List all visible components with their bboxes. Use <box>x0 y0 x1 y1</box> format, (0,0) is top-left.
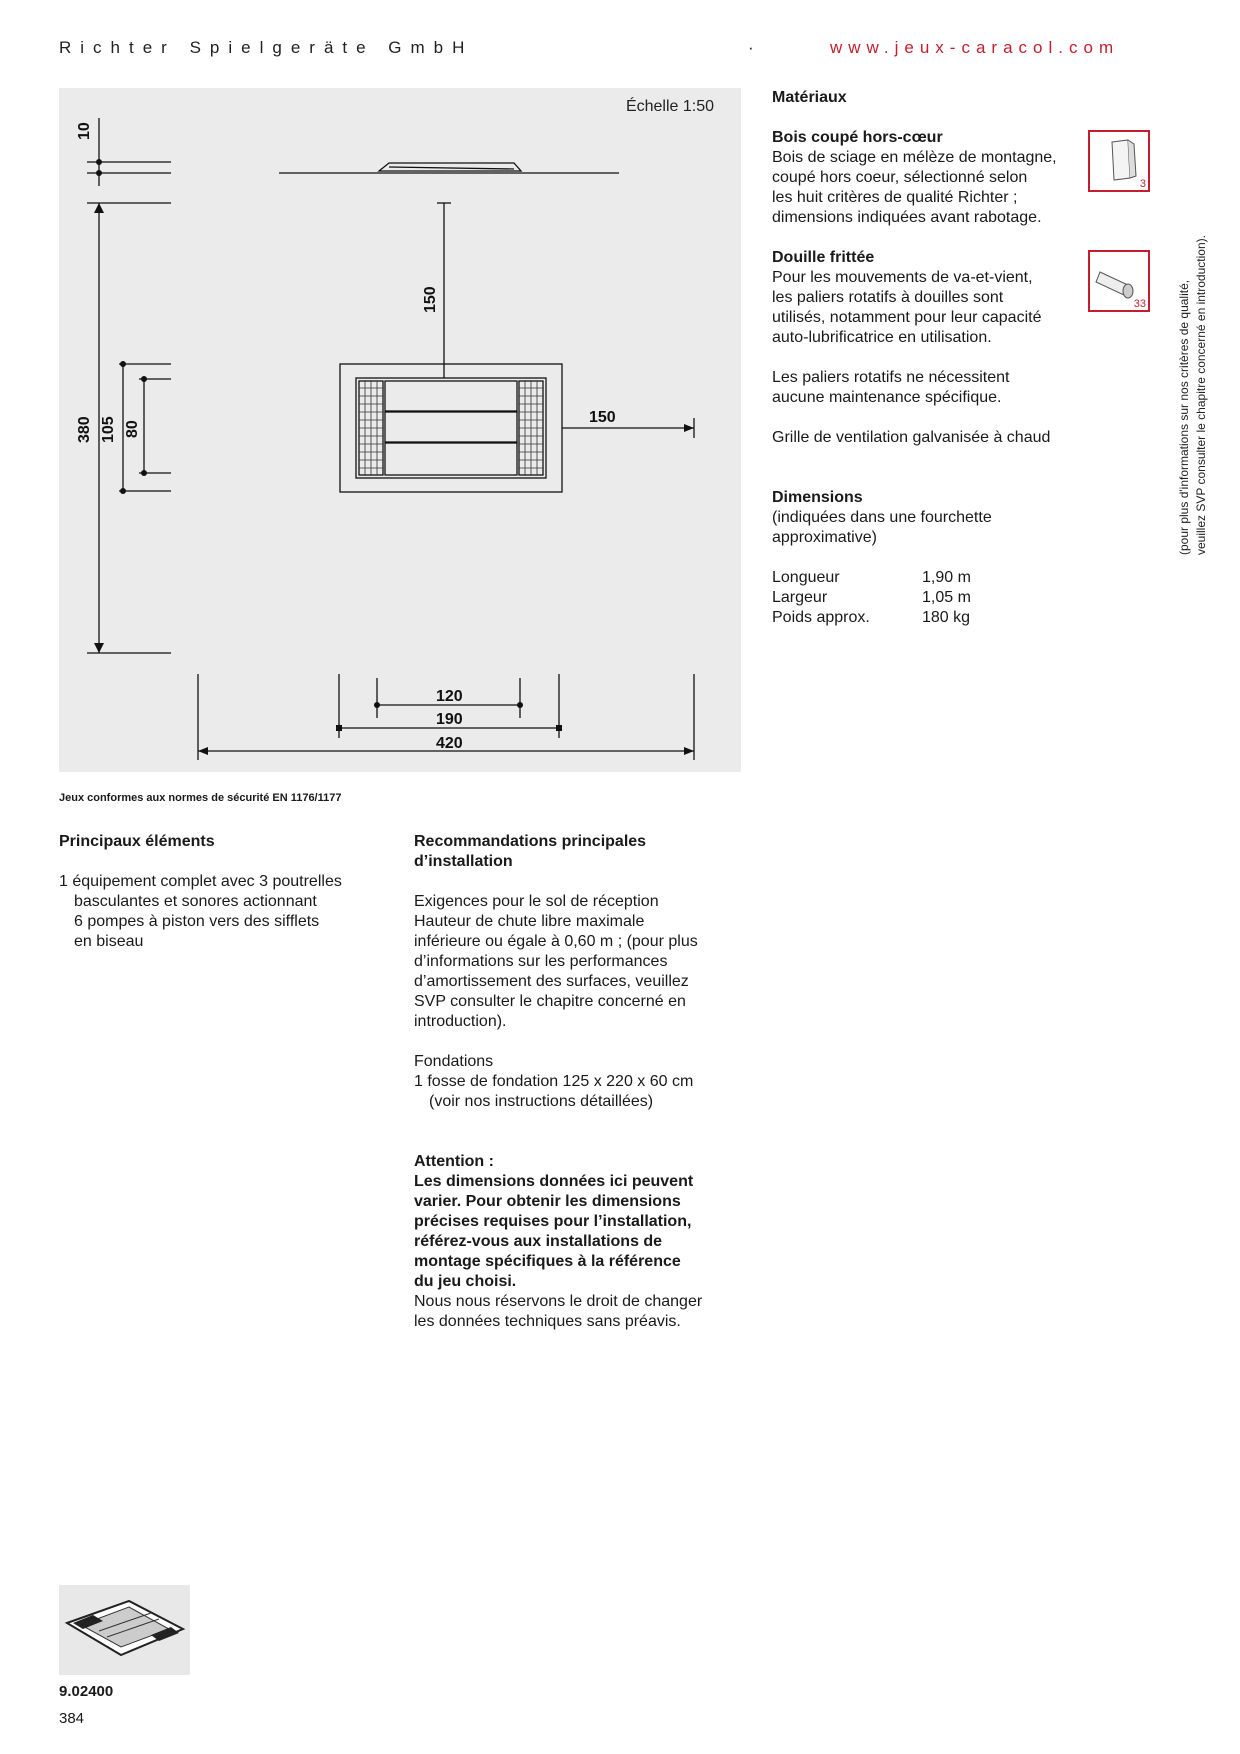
recommendation-line: Exigences pour le sol de réception <box>414 893 659 910</box>
material-text-line: utilisés, notamment pour leur capacité <box>772 309 1042 326</box>
dimension-row <box>772 568 1082 588</box>
recommendations-title: d’installation <box>414 853 513 870</box>
attention-line: du jeu choisi. <box>414 1273 517 1290</box>
recommendations-title: Recommandations principales <box>414 833 647 850</box>
side-note-line: (pour plus d'informations sur nos critères de qualité, <box>1177 279 1191 555</box>
material-text-line: dimensions indiquées avant rabotage. <box>772 209 1042 226</box>
product-thumbnail <box>59 1585 190 1675</box>
principal-line: en biseau <box>74 933 144 950</box>
material-title: Bois coupé hors-cœur <box>772 129 943 146</box>
attention-title: Attention : <box>414 1153 494 1170</box>
note-line: Les paliers rotatifs ne nécessitent <box>772 369 1010 386</box>
principal-line: 1 équipement complet avec 3 poutrelles <box>59 873 342 890</box>
ventilation-grate-note: Grille de ventilation galvanisée à chaud <box>772 429 1051 446</box>
safety-norm-note: Jeux conformes aux normes de sécurité EN 1176/1177 <box>59 792 342 804</box>
material-item-wood <box>772 128 1082 228</box>
material-text-line: coupé hors coeur, sélectionné selon <box>772 169 1028 186</box>
recommendation-line: SVP consulter le chapitre concerné en <box>414 993 686 1010</box>
bearing-maintenance-note <box>772 368 1082 408</box>
dim-380: 380 <box>76 416 93 443</box>
dimension-label: Longueur <box>772 569 840 586</box>
dimension-value: 180 kg <box>922 609 971 626</box>
disclaimer-line: les données techniques sans préavis. <box>414 1313 681 1330</box>
attention-line: précises requises pour l’installation, <box>414 1213 692 1230</box>
dimensions-title: Dimensions <box>772 489 863 506</box>
principal-line: basculantes et sonores actionnant <box>74 893 317 910</box>
material-item-bushing <box>772 248 1082 348</box>
materials-title: Matériaux <box>772 89 847 106</box>
dimension-value: 1,90 m <box>922 569 971 586</box>
attention-line: montage spécifiques à la référence <box>414 1253 681 1270</box>
note-line: aucune maintenance spécifique. <box>772 389 1002 406</box>
attention-line: varier. Pour obtenir les dimensions <box>414 1193 681 1210</box>
dimension-row <box>772 608 1082 628</box>
material-text-line: auto-lubrificatrice en utilisation. <box>772 329 992 346</box>
icon-number: 33 <box>1133 298 1146 310</box>
bushing-icon <box>1088 250 1150 312</box>
beam-2 <box>385 412 517 442</box>
dim-150-horizontal: 150 <box>589 409 616 426</box>
foundation-line: (voir nos instructions détaillées) <box>429 1093 654 1110</box>
icon-number: 3 <box>1139 178 1146 190</box>
quality-criteria-side-note <box>1176 235 1210 555</box>
dim-105: 105 <box>100 416 117 443</box>
dimensions-subtitle: approximative) <box>772 529 877 546</box>
attention-line: référez-vous aux installations de <box>414 1233 663 1250</box>
dimensions-section <box>772 488 1082 628</box>
dimension-label: Poids approx. <box>772 609 870 626</box>
dim-10: 10 <box>76 122 93 140</box>
principal-elements-section <box>59 832 399 952</box>
material-text-line: Pour les mouvements de va-et-vient, <box>772 269 1033 286</box>
dimensions-subtitle: (indiquées dans une fourchette <box>772 509 992 526</box>
website-link[interactable]: www.jeux-caracol.com <box>830 38 1120 57</box>
dimension-row <box>772 588 1082 608</box>
dimension-value: 1,05 m <box>922 589 971 606</box>
material-title: Douille frittée <box>772 249 875 266</box>
company-name: Richter Spielgeräte GmbH <box>59 38 474 57</box>
dim-420: 420 <box>436 735 463 752</box>
scale-label: Échelle 1:50 <box>625 98 714 115</box>
principal-line: 6 pompes à piston vers des sifflets <box>74 913 320 930</box>
technical-drawing <box>59 88 741 772</box>
recommendation-line: introduction). <box>414 1013 507 1030</box>
foundation-line: 1 fosse de fondation 125 x 220 x 60 cm <box>414 1073 694 1090</box>
beam-3 <box>385 443 517 475</box>
recommendation-line: d’informations sur les performances <box>414 953 668 970</box>
recommendation-line: d’amortissement des surfaces, veuillez <box>414 973 689 990</box>
wood-block-icon <box>1088 130 1150 192</box>
recommendation-line: inférieure ou égale à 0,60 m ; (pour plus <box>414 933 698 950</box>
material-text-line: Bois de sciage en mélèze de montagne, <box>772 149 1057 166</box>
dim-120: 120 <box>436 688 463 705</box>
dim-80: 80 <box>124 420 141 438</box>
disclaimer-line: Nous nous réservons le droit de changer <box>414 1293 703 1310</box>
header-separator: · <box>748 38 763 57</box>
page-number: 384 <box>59 1710 85 1727</box>
beam-1 <box>385 381 517 411</box>
recommendation-line: Hauteur de chute libre maximale <box>414 913 645 930</box>
dimension-label: Largeur <box>772 589 828 606</box>
product-reference: 9.02400 <box>59 1683 114 1700</box>
material-text-line: les paliers rotatifs à douilles sont <box>772 289 1004 306</box>
principal-title: Principaux éléments <box>59 833 215 850</box>
installation-recommendations-section <box>414 832 754 1332</box>
side-note-line: veuillez SVP consulter le chapitre concerné en introduction). <box>1194 235 1208 555</box>
foundation-line: Fondations <box>414 1053 494 1070</box>
dim-150-vertical: 150 <box>422 286 439 313</box>
dim-190: 190 <box>436 711 463 728</box>
plan-view-svg <box>59 88 741 772</box>
material-text-line: les huit critères de qualité Richter ; <box>772 189 1018 206</box>
attention-line: Les dimensions données ici peuvent <box>414 1173 694 1190</box>
